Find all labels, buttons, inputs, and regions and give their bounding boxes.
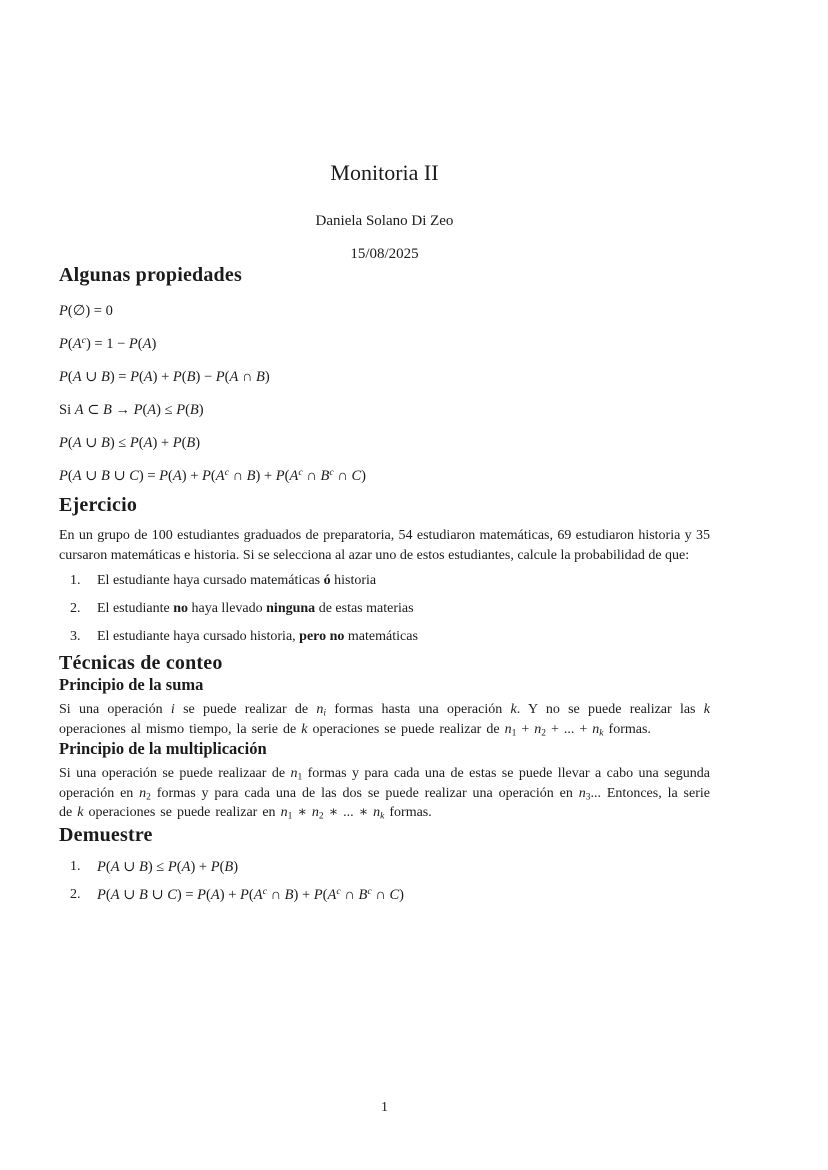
section-algunas-propiedades xyxy=(59,263,710,493)
list-item xyxy=(59,595,710,623)
heading-demuestre: Demuestre xyxy=(59,823,153,846)
section-demuestre xyxy=(59,823,710,909)
property-formula-list xyxy=(59,295,710,493)
list-item-formula: P(A ∪ B) ≤ P(A) + P(B) xyxy=(97,858,239,875)
formula-union-three: P(A ∪ B ∪ $C) = P(A) + P(A^c$ ∩ $B) + P(A^c$ ∩ $B^c$ ∩ C) xyxy=(59,467,366,484)
document-date: 15/08/2025 xyxy=(350,246,419,262)
document-author: Daniela Solano Di Zeo xyxy=(315,213,454,229)
list-item xyxy=(59,567,710,595)
page-number: 1 xyxy=(381,1100,388,1115)
section-ejercicio xyxy=(59,493,710,651)
list-item-formula: P(A ∪ B ∪ $C) = P(A) + P(A^c$ ∩ $B) + P(A^c$ ∩ $B^c$ ∩ C) xyxy=(97,885,404,903)
list-item-marker: 3. xyxy=(70,629,81,644)
demuestre-list xyxy=(59,853,710,909)
principio-multiplicacion-paragraph: Si una operación se puede realizaar de n1 formas y para cada una de estas se puede llevar a cabo una segunda operación en n2 formas y para cada una de las dos se puede realizar una operación en n3... Entonces, la serie de k operaciones se puede realizar en n1 ∗ n2 ∗ ... ∗ nk formas. xyxy=(59,766,710,822)
ejercicio-list xyxy=(59,567,710,651)
ejercicio-intro-paragraph: En un grupo de 100 estudiantes graduados de preparatoria, 54 estudiaron matemáticas, 69 estudiaron historia y 35 cursaron matemáticas e historia. Si se selecciona al azar uno de estos estudiantes, calcule la probabilidad de que: xyxy=(59,528,710,563)
list-item xyxy=(59,623,710,651)
list-item-text: El estudiante no haya llevado ninguna de estas materias xyxy=(97,601,414,616)
formula-p-empty-set: P(∅) = 0 xyxy=(59,303,113,319)
list-item-text: El estudiante haya cursado matemáticas ó historia xyxy=(97,573,377,588)
heading-tecnicas-de-conteo: Técnicas de conteo xyxy=(59,652,223,674)
list-item-text: El estudiante haya cursado historia, pero no matemáticas xyxy=(97,629,418,644)
formula-subset-monotone: Si A ⊂ B → P(A) ≤ P(B) xyxy=(59,402,204,418)
list-item-marker: 1. xyxy=(70,858,81,874)
heading-ejercicio: Ejercicio xyxy=(59,494,138,516)
list-item-marker: 1. xyxy=(70,573,81,588)
list-item-marker: 2. xyxy=(70,886,81,902)
formula-subadditivity: P(A ∪ B) ≤ P(A) + P(B) xyxy=(59,435,201,451)
heading-principio-suma: Principio de la suma xyxy=(59,675,204,694)
formula-complement: $P(A^c) = 1 - P(A)$ xyxy=(59,335,157,352)
list-item-marker: 2. xyxy=(70,601,81,616)
list-item xyxy=(59,853,710,881)
principio-suma-paragraph: Si una operación i se puede realizar de ni formas hasta una operación k. Y no se puede realizar las k operaciones al mismo tiempo, la serie de k operaciones se puede realizar de n1 + n2 + ... + nk formas. xyxy=(59,702,710,738)
heading-principio-multiplicacion: Principio de la multiplicación xyxy=(59,739,267,758)
section-tecnicas-de-conteo xyxy=(59,651,710,823)
heading-algunas-propiedades: Algunas propiedades xyxy=(59,264,242,286)
title-block xyxy=(59,0,710,263)
document-title: Monitoria II xyxy=(330,160,439,185)
list-item xyxy=(59,881,710,909)
formula-union-two: P(A ∪ B) = P(A) + P(B) − P(A ∩ B) xyxy=(59,369,270,385)
